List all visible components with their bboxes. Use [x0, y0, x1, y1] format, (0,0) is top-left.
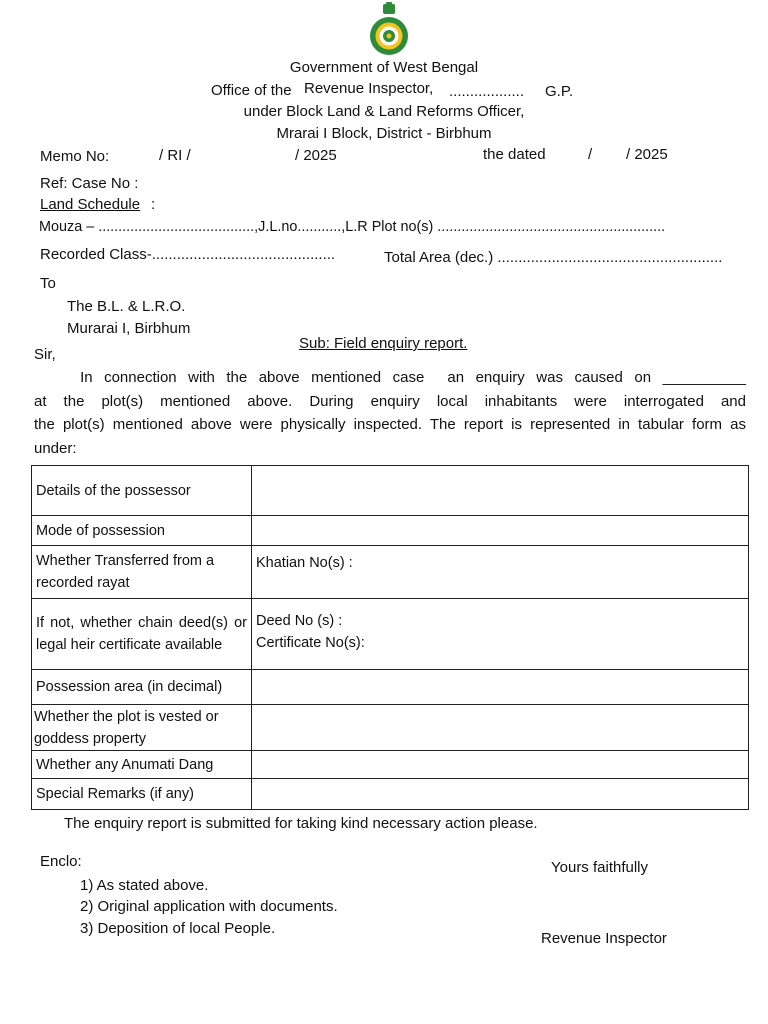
row-value[interactable] [252, 705, 749, 751]
closing-statement: The enquiry report is submitted for taking kind necessary action please. [64, 815, 538, 832]
certificate-label: Certificate No(s): [256, 635, 365, 651]
enclosure-item: 3) Deposition of local People. [80, 920, 276, 937]
row-label: Special Remarks (if any) [32, 779, 252, 810]
salutation: Sir, [34, 346, 56, 363]
memo-label: Memo No: [40, 148, 110, 165]
deed-label: Deed No (s) : [256, 613, 343, 629]
row-value[interactable] [252, 546, 749, 599]
body-line: under: [34, 439, 77, 457]
row-value[interactable] [252, 670, 749, 705]
table-row [32, 516, 749, 546]
row-value[interactable] [252, 779, 749, 810]
block-line: under Block Land & Land Reforms Officer, [243, 103, 525, 120]
mouza-line: Mouza – .......................................,J.L.no...........,L.R Plot no(s) ......................................................... [39, 219, 666, 235]
land-schedule-heading: Land Schedule [40, 196, 141, 213]
addressee-line1: The B.L. & L.R.O. [67, 298, 186, 315]
subject-line: Sub: Field enquiry report. [299, 335, 468, 352]
row-value[interactable] [252, 516, 749, 546]
row-label: Details of the possessor [32, 466, 252, 516]
table-row [32, 599, 749, 670]
khatian-label: Khatian No(s) : [256, 555, 353, 571]
enclosure-item: 2) Original application with documents. [80, 898, 338, 915]
yours-faithfully: Yours faithfully [551, 859, 649, 876]
government-emblem-icon [364, 2, 414, 56]
gp-dots: .................. [449, 83, 525, 100]
table-row [32, 466, 749, 516]
dated-label: the dated [483, 146, 546, 163]
enquiry-table [31, 465, 749, 810]
office-title: Revenue Inspector, [304, 80, 434, 97]
government-title: Government of West Bengal [289, 59, 479, 76]
land-schedule-colon: : [151, 196, 156, 213]
memo-year: / 2025 [295, 147, 337, 164]
table-row [32, 751, 749, 779]
enclosure-label: Enclo: [40, 853, 82, 870]
signatory-title: Revenue Inspector [541, 930, 667, 947]
dated-year: / 2025 [626, 146, 668, 163]
row-value[interactable] [252, 466, 749, 516]
row-label: Whether any Anumati Dang [32, 751, 252, 779]
table-row [32, 546, 749, 599]
row-label-text: If not, whether chain deed(s) or legal heir certificate available [36, 615, 247, 653]
gp-label: G.P. [545, 83, 574, 100]
table-row [32, 705, 749, 751]
table-row [32, 779, 749, 810]
body-paragraph [34, 366, 746, 460]
to-label: To [40, 275, 56, 292]
total-area-field: Total Area (dec.) ...................................................... [384, 249, 723, 266]
row-value[interactable] [252, 751, 749, 779]
enclosure-item: 1) As stated above. [80, 877, 209, 894]
office-prefix: Office of the [211, 82, 292, 99]
recorded-class-field: Recorded Class-............................................ [40, 246, 336, 263]
district-line: Mrarai I Block, District - Birbhum [276, 125, 492, 142]
ref-case-field: Ref: Case No : [40, 175, 139, 192]
row-label: Possession area (in decimal) [32, 670, 252, 705]
row-label: Whether Transferred from a recorded rayat [32, 546, 252, 599]
addressee-line2: Murarai I, Birbhum [67, 320, 191, 337]
row-label: Whether the plot is vested or goddess property [32, 705, 252, 751]
body-line: In connection with the above mentioned case an enquiry was caused on __________ [34, 369, 746, 386]
body-line: the plot(s) mentioned above were physically inspected. The report is represented in tabular form as [34, 416, 746, 433]
memo-ri: / RI / [159, 147, 191, 164]
row-label [32, 599, 252, 670]
row-label: Mode of possession [32, 516, 252, 546]
table-row [32, 670, 749, 705]
dated-slash: / [588, 146, 593, 163]
row-value[interactable] [252, 599, 749, 670]
body-line: at the plot(s) mentioned above. During enquiry local inhabitants were interrogated and [34, 392, 746, 410]
